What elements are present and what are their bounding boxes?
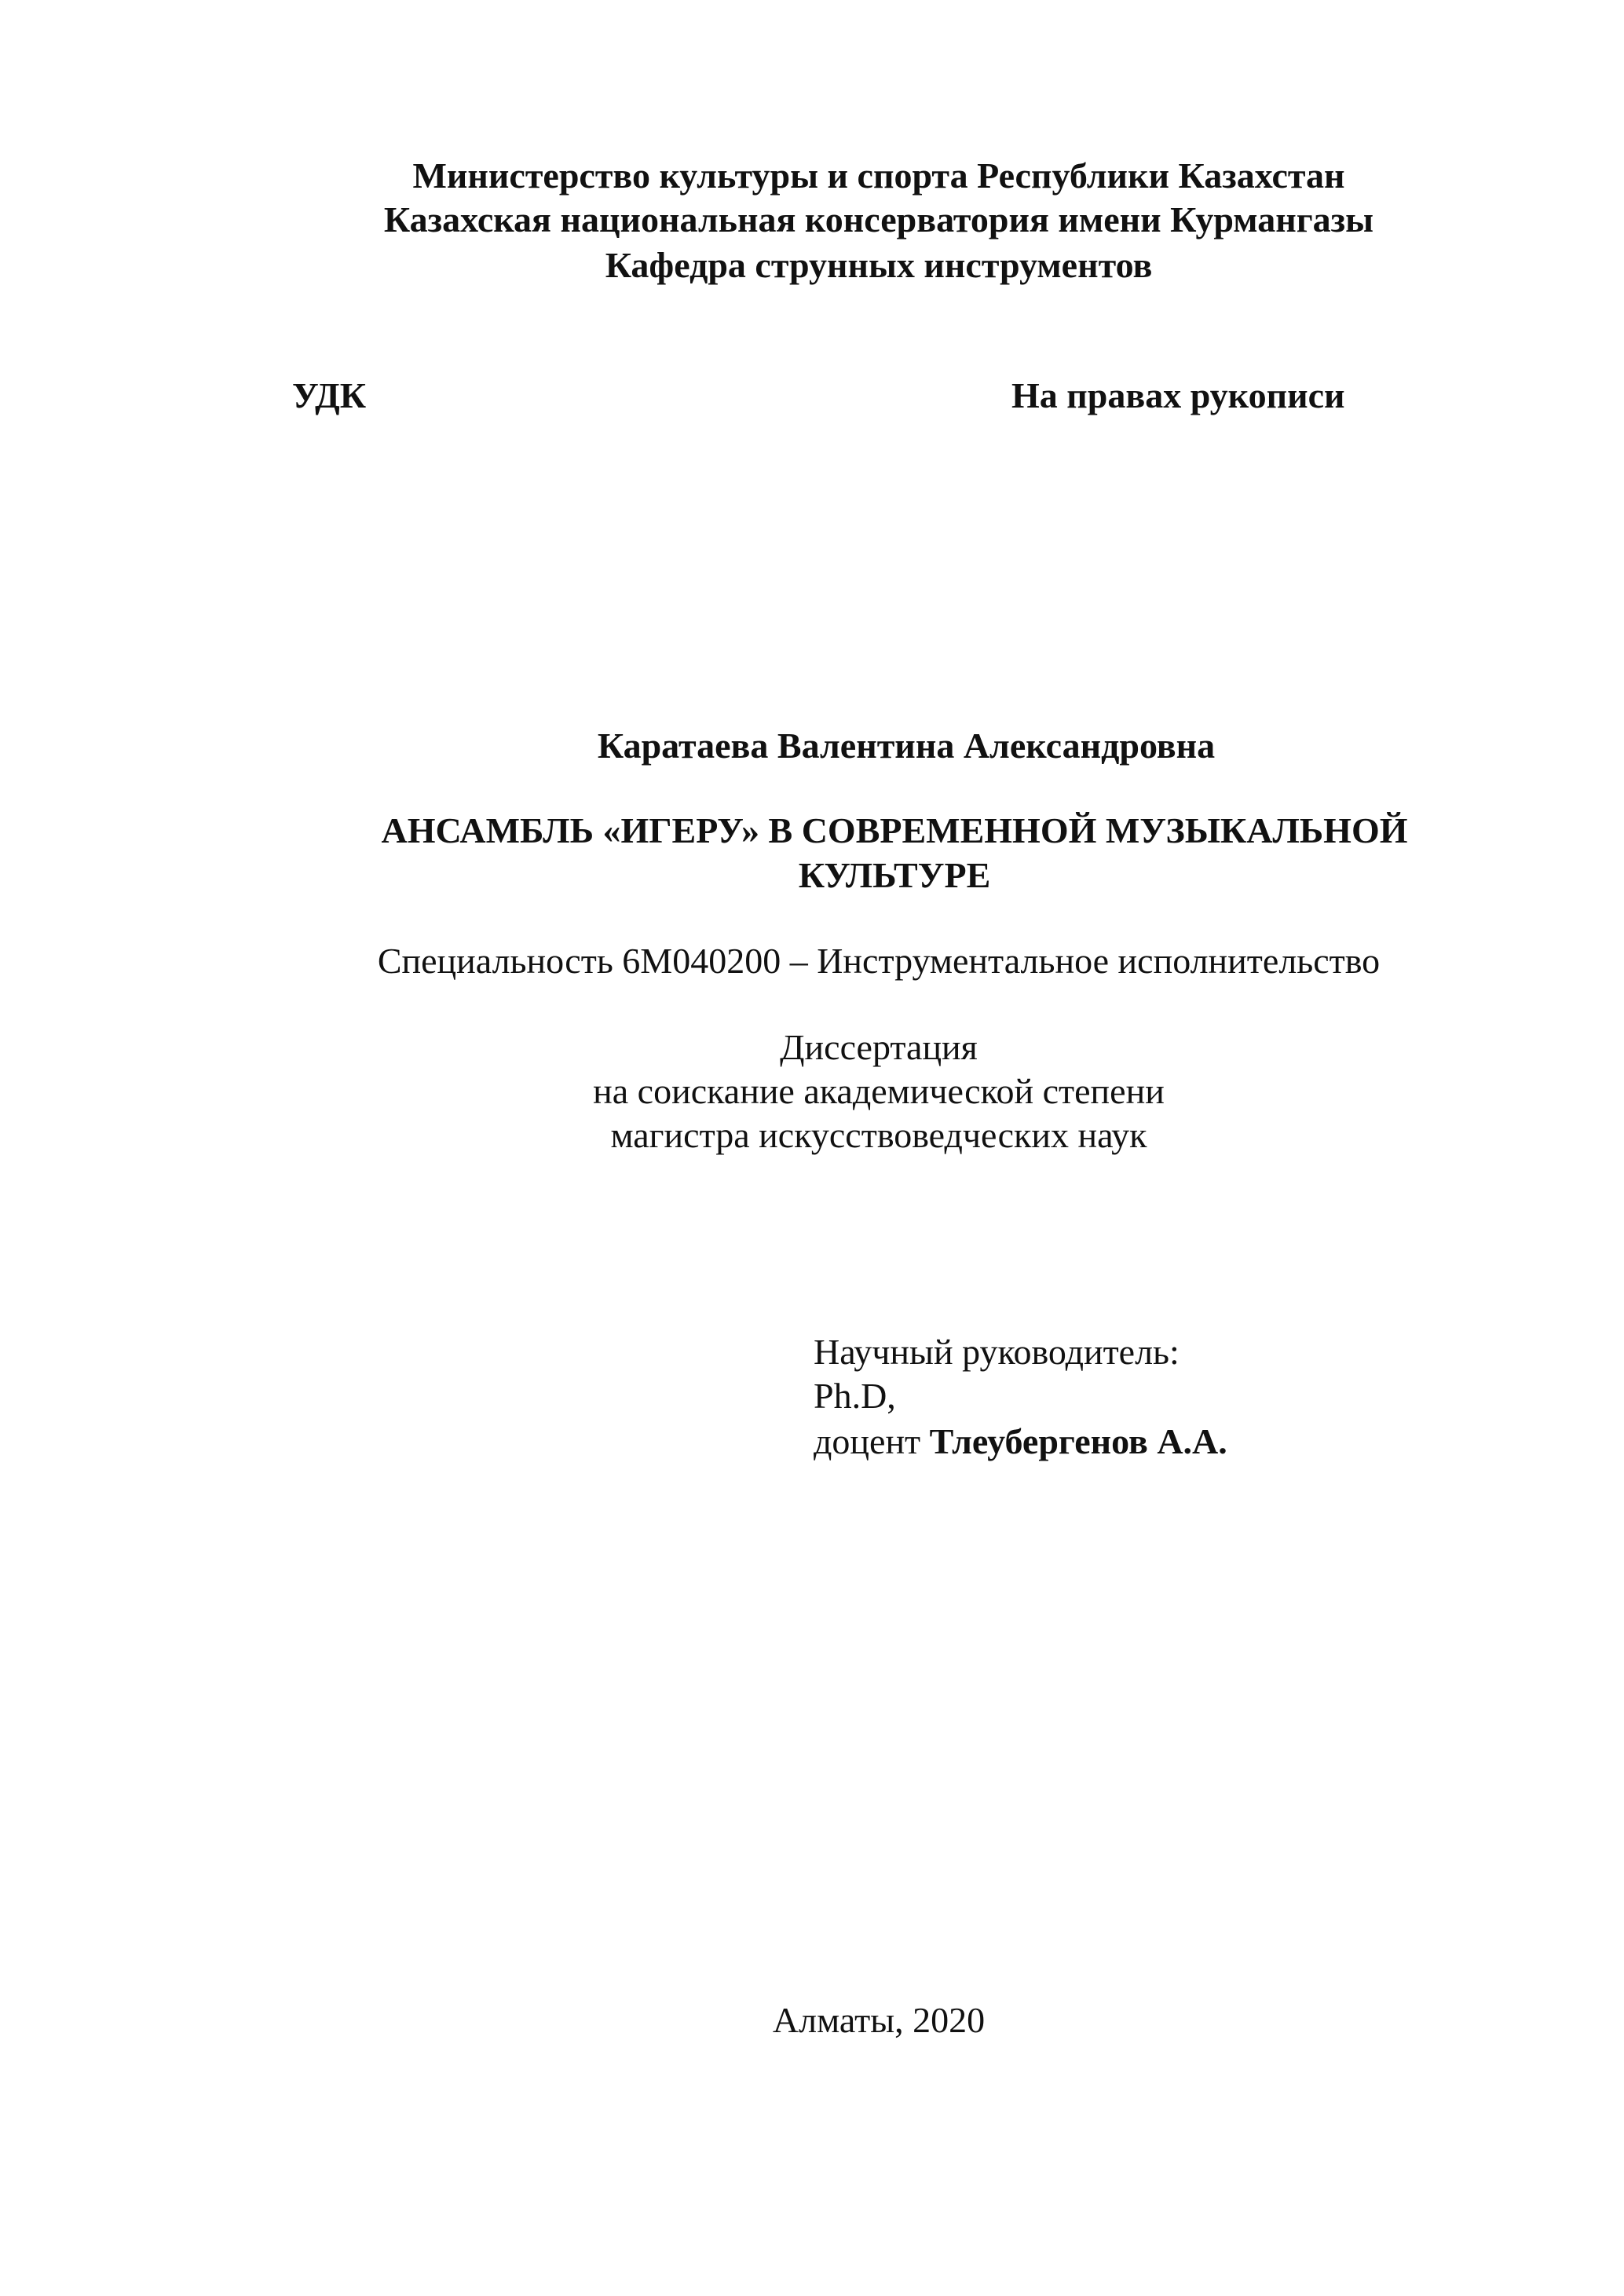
specialty-text: Специальность 6М040200 – Инструментальное исполнительство	[377, 941, 1381, 981]
ministry-heading	[0, 154, 1624, 198]
dissertation-degree-text: магистра искусствоведческих наук	[610, 1115, 1147, 1155]
thesis-title-line-1-text: АНСАМБЛЬ «ИГЕРУ» В СОВРЕМЕННОЙ МУЗЫКАЛЬНОЙ	[381, 810, 1408, 850]
city-year	[0, 1998, 1624, 2042]
specialty-line	[0, 939, 1624, 983]
dissertation-purpose-text: на соискание академической степени	[593, 1071, 1165, 1111]
thesis-title-line-1	[0, 809, 1624, 853]
author-name-text: Каратаева Валентина Александровна	[597, 726, 1216, 766]
conservatory-text: Казахская национальная консерватория имени Курмангазы	[383, 199, 1374, 239]
supervisor-degree: Ph.D,	[814, 1376, 896, 1416]
department-text: Кафедра струнных инструментов	[605, 245, 1153, 285]
dissertation-label-text: Диссертация	[780, 1027, 978, 1067]
supervisor-label: Научный руководитель:	[814, 1332, 1180, 1372]
dissertation-degree	[0, 1113, 1624, 1157]
thesis-title-line-2	[0, 854, 1624, 898]
manuscript-rights-label: На правах рукописи	[1011, 375, 1345, 415]
author-name	[0, 724, 1624, 768]
dissertation-label	[0, 1026, 1624, 1069]
city-year-text: Алматы, 2020	[772, 2000, 986, 2040]
supervisor-position: доцент	[814, 1421, 930, 1461]
supervisor-name: Тлеубергенов А.А.	[929, 1421, 1227, 1461]
udk-label: УДК	[292, 375, 367, 415]
department-heading	[0, 243, 1624, 287]
supervisor-line	[814, 1420, 1227, 1464]
conservatory-heading	[0, 198, 1624, 242]
ministry-text: Министерство культуры и спорта Республики Казахстан	[412, 155, 1345, 196]
thesis-title-line-2-text: КУЛЬТУРЕ	[798, 855, 991, 895]
dissertation-purpose	[0, 1069, 1624, 1113]
